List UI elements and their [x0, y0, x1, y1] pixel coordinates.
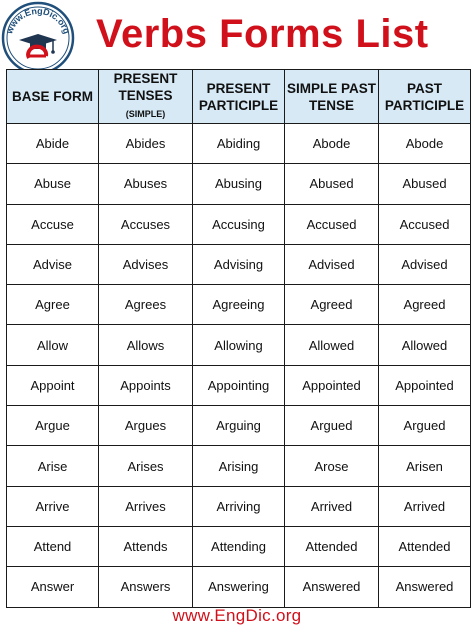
cell-past-participle: Agreed: [379, 285, 471, 325]
footer-url: www.EngDic.org: [172, 606, 302, 625]
cell-simple-past: Accused: [285, 204, 379, 244]
table-row: [7, 164, 471, 204]
cell-base-form: Arise: [7, 446, 99, 486]
cell-present-tense: Allows: [99, 325, 193, 365]
cell-simple-past: Advised: [285, 244, 379, 284]
cell-past-participle: Abused: [379, 164, 471, 204]
cell-present-tense: Argues: [99, 406, 193, 446]
cell-present-participle: Arriving: [193, 486, 285, 526]
cell-present-participle: Abusing: [193, 164, 285, 204]
cell-present-tense: Answers: [99, 567, 193, 607]
cell-past-participle: Answered: [379, 567, 471, 607]
cell-present-participle: Accusing: [193, 204, 285, 244]
cell-present-tense: Arises: [99, 446, 193, 486]
header-present-participle: PRESENT PARTICIPLE: [193, 70, 285, 124]
table-row: [7, 204, 471, 244]
cell-present-participle: Allowing: [193, 325, 285, 365]
table-row: [7, 446, 471, 486]
cell-base-form: Arrive: [7, 486, 99, 526]
logo-arc-text: www.EngDic.org: [4, 5, 72, 36]
cell-past-participle: Argued: [379, 406, 471, 446]
cell-simple-past: Answered: [285, 567, 379, 607]
cell-past-participle: Accused: [379, 204, 471, 244]
header-past-participle: PAST PARTICIPLE: [379, 70, 471, 124]
cell-present-participle: Agreeing: [193, 285, 285, 325]
engdic-logo: [1, 1, 75, 75]
cell-past-participle: Allowed: [379, 325, 471, 365]
cell-simple-past: Attended: [285, 526, 379, 566]
table-row: [7, 325, 471, 365]
cell-present-tense: Appoints: [99, 365, 193, 405]
table-row: [7, 124, 471, 164]
table-row: [7, 486, 471, 526]
cell-base-form: Agree: [7, 285, 99, 325]
cell-base-form: Accuse: [7, 204, 99, 244]
table-row: [7, 526, 471, 566]
cell-base-form: Abide: [7, 124, 99, 164]
cell-present-participle: Attending: [193, 526, 285, 566]
page-title: Verbs Forms List: [96, 12, 429, 56]
cell-base-form: Advise: [7, 244, 99, 284]
cell-present-tense: Abuses: [99, 164, 193, 204]
header-base-form: BASE FORM: [7, 70, 99, 124]
verb-forms-table: [6, 69, 471, 608]
table-row: [7, 567, 471, 607]
cell-past-participle: Attended: [379, 526, 471, 566]
header-present-tense: PRESENT TENSES (SIMPLE): [99, 70, 193, 124]
cell-present-participle: Advising: [193, 244, 285, 284]
cell-present-participle: Answering: [193, 567, 285, 607]
cell-present-participle: Appointing: [193, 365, 285, 405]
cell-simple-past: Abused: [285, 164, 379, 204]
cell-present-participle: Arising: [193, 446, 285, 486]
header-simple-past: SIMPLE PAST TENSE: [285, 70, 379, 124]
table-row: [7, 285, 471, 325]
table-header-row: [7, 70, 471, 124]
cell-present-tense: Arrives: [99, 486, 193, 526]
cell-simple-past: Arrived: [285, 486, 379, 526]
table-row: [7, 406, 471, 446]
cell-simple-past: Allowed: [285, 325, 379, 365]
cell-past-participle: Arrived: [379, 486, 471, 526]
cell-present-tense: Abides: [99, 124, 193, 164]
cell-simple-past: Agreed: [285, 285, 379, 325]
cell-base-form: Argue: [7, 406, 99, 446]
cell-present-tense: Accuses: [99, 204, 193, 244]
table-row: [7, 365, 471, 405]
cell-present-tense: Advises: [99, 244, 193, 284]
cell-simple-past: Arose: [285, 446, 379, 486]
cell-present-tense: Agrees: [99, 285, 193, 325]
cell-past-participle: Abode: [379, 124, 471, 164]
cell-base-form: Answer: [7, 567, 99, 607]
cell-past-participle: Advised: [379, 244, 471, 284]
cell-simple-past: Abode: [285, 124, 379, 164]
cell-base-form: Attend: [7, 526, 99, 566]
table-row: [7, 244, 471, 284]
cell-simple-past: Appointed: [285, 365, 379, 405]
cell-present-participle: Abiding: [193, 124, 285, 164]
cell-past-participle: Appointed: [379, 365, 471, 405]
cell-base-form: Abuse: [7, 164, 99, 204]
cell-present-participle: Arguing: [193, 406, 285, 446]
cell-simple-past: Argued: [285, 406, 379, 446]
cell-base-form: Appoint: [7, 365, 99, 405]
cell-past-participle: Arisen: [379, 446, 471, 486]
cell-present-tense: Attends: [99, 526, 193, 566]
cell-base-form: Allow: [7, 325, 99, 365]
